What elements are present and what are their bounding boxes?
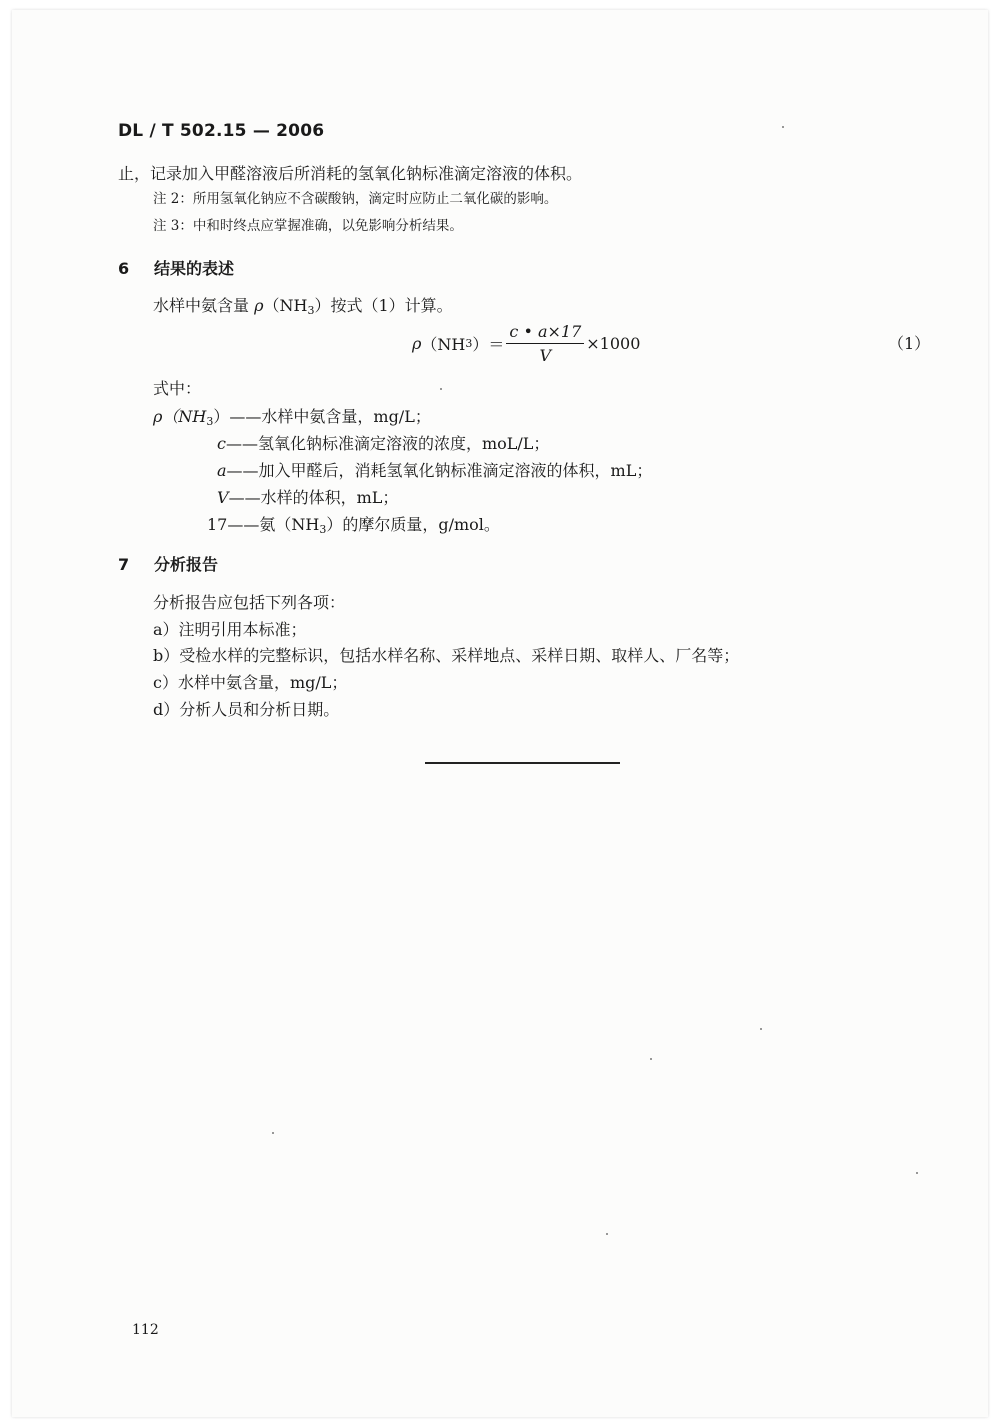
section-6-number: 6 [118,259,130,278]
section-6-heading [118,256,234,279]
definition-c: c——氢氧化钠标准滴定溶液的浓度，moL/L； [217,434,550,453]
scan-speck [782,126,784,128]
section-7-number: 7 [118,555,130,574]
section-6-intro: 水样中氨含量 $\rho(NH_3)$按式（1）计算。 [153,296,453,317]
scan-speck [650,1058,652,1060]
scan-speck [272,1132,274,1134]
definition-a: a——加入甲醛后，消耗氢氧化钠标准滴定溶液的体积，mL； [217,461,653,480]
report-item-c: c）水样中氨含量，mg/L； [153,673,348,692]
definition-rho: $\rho(NH_3)——$水样中氨含量，mg/L； [153,407,431,428]
page-number: 112 [132,1322,159,1338]
section-6-title: 结果的表述 [154,259,235,278]
definition-v: V——水样的体积，mL； [217,488,399,507]
standard-code-header: DL / T 502.15 — 2006 [118,121,325,141]
formula-1: ρ （NH 3 ）＝ $\frac{c • a\times 17}{V}$ ×1000 [412,322,641,365]
section-7-title: 分析报告 [154,555,219,574]
report-item-d: d）分析人员和分析日期。 [153,700,340,719]
note-2: 注 2：所用氢氧化钠应不含碳酸钠，滴定时应防止二氧化碳的影响。 [153,191,558,207]
scan-speck [916,1172,918,1174]
continuation-text: 止，记录加入甲醛溶液后所消耗的氢氧化钠标准滴定溶液的体积。 [118,164,583,183]
definition-17: 17——氨$(NH_3)$的摩尔质量，g/mol。 [207,515,500,536]
scan-speck [760,1028,762,1030]
section-7-heading [118,552,218,575]
formula-numerator: c • a×17 [506,322,584,344]
equation-number: （1） [888,334,931,353]
section-7-intro: 分析报告应包括下列各项： [153,593,346,612]
end-rule [425,762,620,764]
formula-fraction [506,322,584,365]
report-item-a: a）注明引用本标准； [153,620,307,639]
report-item-b: b）受检水样的完整标识，包括水样名称、采样地点、采样日期、取样人、厂名等； [153,646,740,665]
scan-speck [606,1233,608,1235]
scan-speck [440,388,442,390]
note-3: 注 3：中和时终点应掌握准确，以免影响分析结果。 [153,218,463,234]
formula-denominator: V [539,346,552,365]
where-label: 式中： [153,379,202,398]
